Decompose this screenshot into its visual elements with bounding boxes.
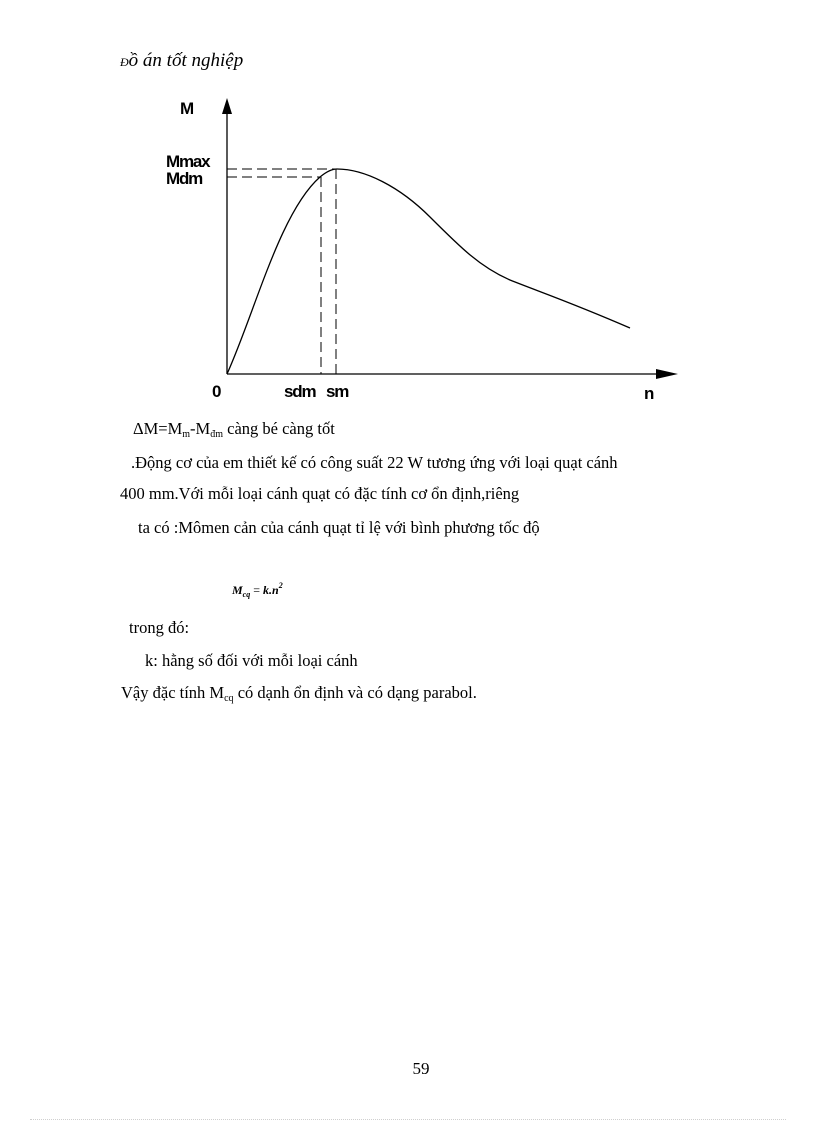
y-axis-label: M <box>180 99 193 118</box>
page-number: 59 <box>412 1059 430 1078</box>
torque-speed-diagram <box>160 92 700 412</box>
page-bottom-rule <box>30 1119 786 1120</box>
header-initial: Đ <box>120 55 129 69</box>
k-definition-line: k: hằng số đối với mỗi loại cánh <box>145 651 358 670</box>
y-axis-arrow <box>222 98 232 114</box>
origin-label: 0 <box>212 382 221 401</box>
paragraph-line-2: 400 mm.Với mỗi loại cánh quạt có đặc tính cơ ổn định,riêng <box>120 484 520 503</box>
paragraph-line-1: .Động cơ của em thiết kế có công suất 22 W tương ứng với loại quạt cánh <box>131 453 618 472</box>
x-axis-label: n <box>644 384 654 403</box>
header-text: ồ án tốt nghiệp <box>128 50 244 71</box>
document-header <box>120 50 243 72</box>
conclusion-line: Vậy đặc tính $M_{cq}$ có dạnh ổn định và có dạng parabol. <box>121 683 477 704</box>
torque-formula: $M_{cq} = k.n^2$ <box>232 581 283 599</box>
torque-curve <box>227 169 630 374</box>
sm-label: sm <box>326 382 349 401</box>
sdm-label: sdm <box>284 382 316 401</box>
mmax-label: Mmax <box>166 152 210 171</box>
delta-m-line: $\Delta M=M_m-M_{đm}$ càng bé càng tốt <box>133 419 335 440</box>
paragraph-line-3: ta có :Mômen cản của cánh quạt tỉ lệ với bình phương tốc độ <box>138 518 540 537</box>
x-axis-arrow <box>656 369 678 379</box>
mdm-label: Mdm <box>166 169 203 188</box>
trong-do-line: trong đó: <box>129 618 190 637</box>
